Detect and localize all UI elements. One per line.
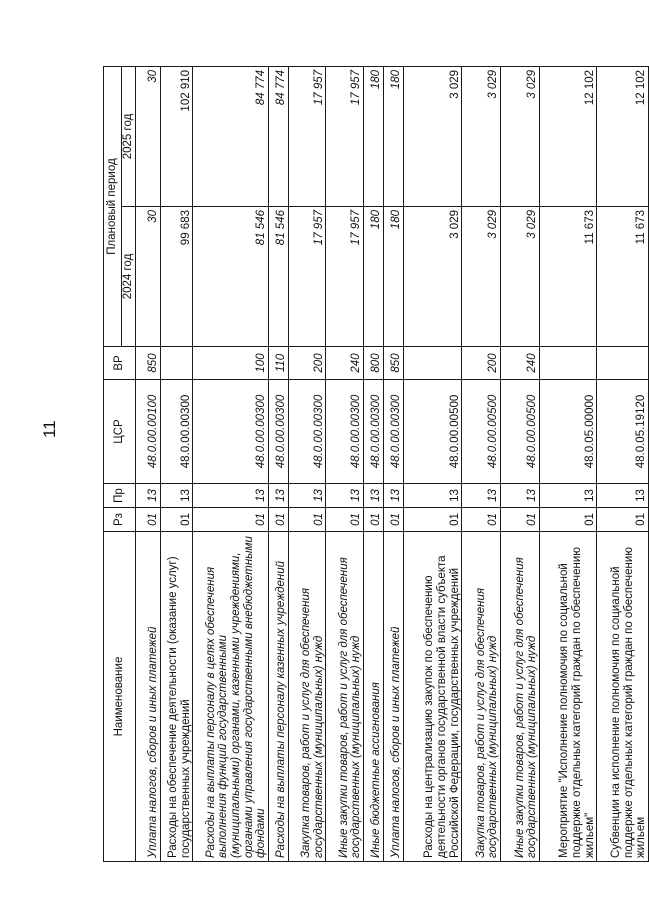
- cell-rz: 01: [363, 508, 383, 532]
- cell-2025: 12 102: [597, 66, 649, 206]
- cell-name: Уплата налогов, сборов и иных платежей: [136, 532, 161, 862]
- table-row: [288, 66, 326, 861]
- table-row: [160, 66, 193, 861]
- cell-2024: 180: [363, 207, 383, 347]
- cell-vr: 800: [363, 347, 383, 380]
- cell-pr: 13: [193, 484, 268, 508]
- table-row: [501, 66, 540, 861]
- cell-rz: 01: [501, 508, 540, 532]
- cell-vr: 850: [383, 347, 403, 380]
- table-row: [326, 66, 364, 861]
- cell-2025: 17 957: [326, 66, 364, 206]
- cell-vr: 240: [326, 347, 364, 380]
- cell-name: Закупка товаров, работ и услуг для обеспечения государственных (муниципальных) нужд: [288, 532, 326, 862]
- cell-2024: 3 029: [403, 207, 462, 347]
- cell-name: Субвенции на исполнение полномочия по социальной поддержке отдельных категорий граждан по обеспечению жильем: [597, 532, 649, 862]
- cell-csr: 48.0.00.00500: [462, 380, 501, 484]
- table-row: [193, 66, 268, 861]
- cell-pr: 13: [288, 484, 326, 508]
- cell-2024: 3 029: [462, 207, 501, 347]
- cell-2024: 30: [136, 207, 161, 347]
- cell-csr: 48.0.00.00100: [136, 380, 161, 484]
- cell-csr: 48.0.00.00300: [268, 380, 288, 484]
- header-vr: ВР: [104, 347, 136, 380]
- header-name: Наименование: [104, 532, 136, 862]
- cell-2025: 102 910: [160, 66, 193, 206]
- cell-pr: 13: [363, 484, 383, 508]
- budget-table: [103, 66, 649, 862]
- cell-pr: 13: [501, 484, 540, 508]
- cell-2024: 17 957: [326, 207, 364, 347]
- cell-pr: 13: [160, 484, 193, 508]
- cell-pr: 13: [268, 484, 288, 508]
- cell-pr: 13: [539, 484, 596, 508]
- cell-2025: 30: [136, 66, 161, 206]
- cell-2024: 81 546: [268, 207, 288, 347]
- cell-rz: 01: [136, 508, 161, 532]
- cell-vr: 850: [136, 347, 161, 380]
- cell-csr: 48.0.00.00500: [403, 380, 462, 484]
- cell-rz: 01: [326, 508, 364, 532]
- cell-2024: 99 683: [160, 207, 193, 347]
- cell-csr: 48.0.05.00000: [539, 380, 596, 484]
- cell-2025: 180: [383, 66, 403, 206]
- cell-2024: 3 029: [501, 207, 540, 347]
- cell-name: Расходы на выплаты персоналу казенных учреждений: [268, 532, 288, 862]
- table-row: [597, 66, 649, 861]
- cell-rz: 01: [268, 508, 288, 532]
- cell-name: Расходы на централизацию закупок по обеспечению деятельности органов государственной власти субъекта Российской Федерации, государственных учреждений: [403, 532, 462, 862]
- cell-vr: [539, 347, 596, 380]
- cell-pr: 13: [597, 484, 649, 508]
- table-row: [383, 66, 403, 861]
- cell-csr: 48.0.00.00300: [193, 380, 268, 484]
- cell-vr: 200: [288, 347, 326, 380]
- cell-2025: 84 774: [193, 66, 268, 206]
- cell-2025: 3 029: [501, 66, 540, 206]
- cell-2024: 11 673: [539, 207, 596, 347]
- cell-csr: 48.0.00.00300: [160, 380, 193, 484]
- cell-vr: 100: [193, 347, 268, 380]
- cell-csr: 48.0.00.00300: [383, 380, 403, 484]
- cell-2024: 17 957: [288, 207, 326, 347]
- cell-pr: 13: [403, 484, 462, 508]
- table-row: [363, 66, 383, 861]
- table-row: [539, 66, 596, 861]
- cell-2025: 17 957: [288, 66, 326, 206]
- cell-name: Иные бюджетные ассигнования: [363, 532, 383, 862]
- cell-2025: 3 029: [403, 66, 462, 206]
- cell-vr: [160, 347, 193, 380]
- header-csr: ЦСР: [104, 380, 136, 484]
- cell-vr: [403, 347, 462, 380]
- cell-rz: 01: [160, 508, 193, 532]
- cell-csr: 48.0.05.19120: [597, 380, 649, 484]
- cell-vr: 240: [501, 347, 540, 380]
- cell-name: Закупка товаров, работ и услуг для обеспечения государственных (муниципальных) нужд: [462, 532, 501, 862]
- header-year-2025: 2025 год: [122, 66, 136, 206]
- cell-2025: 12 102: [539, 66, 596, 206]
- cell-vr: 110: [268, 347, 288, 380]
- cell-name: Расходы на выплаты персоналу в целях обеспечения выполнения функций государственными (муниципальными) органами, казенными учреждениями, органами управления государственными внебюджетными фондами: [193, 532, 268, 862]
- cell-rz: 01: [288, 508, 326, 532]
- cell-rz: 01: [403, 508, 462, 532]
- header-planned-period: Плановый период: [104, 66, 122, 346]
- cell-name: Иные закупки товаров, работ и услуг для обеспечения государственных (муниципальных) нужд: [501, 532, 540, 862]
- cell-name: Расходы на обеспечение деятельности (оказание услуг) государственных учреждений: [160, 532, 193, 862]
- cell-2025: 3 029: [462, 66, 501, 206]
- cell-name: Уплата налогов, сборов и иных платежей: [383, 532, 403, 862]
- cell-vr: 200: [462, 347, 501, 380]
- cell-csr: 48.0.00.00300: [288, 380, 326, 484]
- cell-2025: 84 774: [268, 66, 288, 206]
- header-rz: Рз: [104, 508, 136, 532]
- cell-rz: 01: [383, 508, 403, 532]
- cell-2024: 180: [383, 207, 403, 347]
- header-pr: Пр: [104, 484, 136, 508]
- cell-pr: 13: [462, 484, 501, 508]
- page-number: 11: [40, 420, 59, 438]
- table-row: [403, 66, 462, 861]
- cell-name: Мероприятие "Исполнение полномочия по социальной поддержке отдельных категорий граждан по обеспечению жильем": [539, 532, 596, 862]
- cell-pr: 13: [136, 484, 161, 508]
- cell-pr: 13: [383, 484, 403, 508]
- cell-2024: 11 673: [597, 207, 649, 347]
- cell-rz: 01: [597, 508, 649, 532]
- cell-name: Иные закупки товаров, работ и услуг для обеспечения государственных (муниципальных) нужд: [326, 532, 364, 862]
- table-row: [462, 66, 501, 861]
- cell-rz: 01: [462, 508, 501, 532]
- header-row-1: [104, 66, 122, 861]
- cell-2024: 81 546: [193, 207, 268, 347]
- cell-csr: 48.0.00.00300: [363, 380, 383, 484]
- cell-rz: 01: [539, 508, 596, 532]
- cell-vr: [597, 347, 649, 380]
- rotated-table-container: [103, 67, 649, 862]
- cell-rz: 01: [193, 508, 268, 532]
- cell-2025: 180: [363, 66, 383, 206]
- cell-csr: 48.0.00.00300: [326, 380, 364, 484]
- header-year-2024: 2024 год: [122, 207, 136, 347]
- cell-pr: 13: [326, 484, 364, 508]
- table-row: [136, 66, 161, 861]
- table-row: [268, 66, 288, 861]
- cell-csr: 48.0.00.00500: [501, 380, 540, 484]
